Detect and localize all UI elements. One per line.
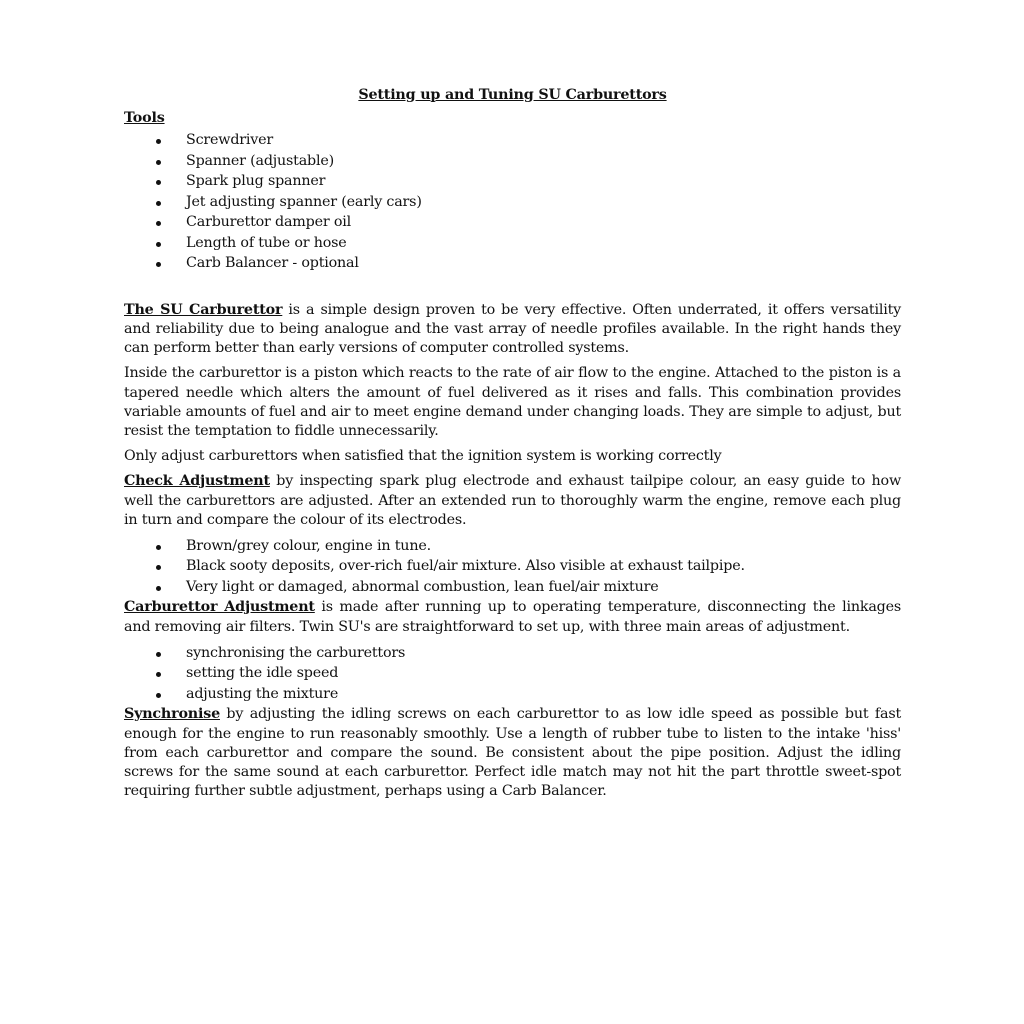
su-carburettor-lead: The SU Carburettor [124, 301, 283, 318]
bullet-icon [156, 262, 161, 267]
su-carburettor-paragraph: The SU Carburettor is a simple design proven to be very effective. Often underrated, it offers versatility and reliability due to being analogue and the vast array of needle profiles available. In the right hands they can perform better than early versions of computer controlled systems. [124, 301, 901, 357]
check-adjustment-lead: Check Adjustment [124, 473, 270, 490]
bullet-icon [156, 201, 161, 206]
list-item: synchronising the carburettors [124, 644, 901, 665]
document-page [124, 86, 901, 801]
synchronise-paragraph: Synchronise by adjusting the idling screws on each carburettor to as low idle speed as possible but fast enough for the engine to run reasonably smoothly. Use a length of rubber tube to listen to the intake 'hiss' from each carburettor and compare the sound. Be consistent about the pipe position. Adjust the idling screws for the same sound at each carburettor. Perfect idle match may not hit the part throttle sweet-spot requiring further subtle adjustment, perhaps using a Carb Balancer. [124, 706, 901, 800]
list-item: Spanner (adjustable) [124, 152, 901, 173]
list-item: Spark plug spanner [124, 172, 901, 193]
list-item: adjusting the mixture [124, 685, 901, 706]
list-item: setting the idle speed [124, 664, 901, 685]
bullet-icon [156, 565, 161, 570]
tools-list [124, 131, 901, 275]
list-item: Length of tube or hose [124, 234, 901, 255]
synchronise-lead: Synchronise [124, 706, 220, 723]
bullet-icon [156, 586, 161, 591]
list-item: Carb Balancer - optional [124, 254, 901, 275]
adjustment-areas-list [124, 644, 901, 706]
check-adjustment-paragraph: Check Adjustment by inspecting spark plug electrode and exhaust tailpipe colour, an easy guide to how well the carburettors are adjusted. After an extended run to thoroughly warm the engine, remove each plug in turn and compare the colour of its electrodes. [124, 473, 901, 528]
bullet-icon [156, 180, 161, 185]
plug-colour-list [124, 537, 901, 599]
list-item: Carburettor damper oil [124, 213, 901, 234]
bullet-icon [156, 652, 161, 657]
bullet-icon [156, 545, 161, 550]
list-item: Brown/grey colour, engine in tune. [124, 537, 901, 558]
bullet-icon [156, 221, 161, 226]
tools-heading: Tools [124, 110, 165, 126]
carburettor-adjustment-paragraph: Carburettor Adjustment is made after running up to operating temperature, disconnecting the linkages and removing air filters. Twin SU's are straightforward to set up, with three main areas of adjustment. [124, 599, 901, 635]
list-item: Screwdriver [124, 131, 901, 152]
list-item: Jet adjusting spanner (early cars) [124, 193, 901, 214]
bullet-icon [156, 160, 161, 165]
list-item: Black sooty deposits, over-rich fuel/air mixture. Also visible at exhaust tailpipe. [124, 557, 901, 578]
bullet-icon [156, 693, 161, 698]
bullet-icon [156, 139, 161, 144]
page-title: Setting up and Tuning SU Carburettors [358, 87, 667, 103]
bullet-icon [156, 672, 161, 677]
ignition-note: Only adjust carburettors when satisfied that the ignition system is working correctly [124, 448, 722, 465]
bullet-icon [156, 242, 161, 247]
inside-carburettor-paragraph: Inside the carburettor is a piston which reacts to the rate of air flow to the engine. Attached to the piston is a tapered needle which alters the amount of fuel delivered as it rises and falls. This combination provides variable amounts of fuel and air to meet engine demand under changing loads. They are simple to adjust, but resist the temptation to fiddle unnecessarily. [124, 365, 901, 439]
list-item: Very light or damaged, abnormal combustion, lean fuel/air mixture [124, 578, 901, 599]
carburettor-adjustment-lead: Carburettor Adjustment [124, 599, 315, 616]
